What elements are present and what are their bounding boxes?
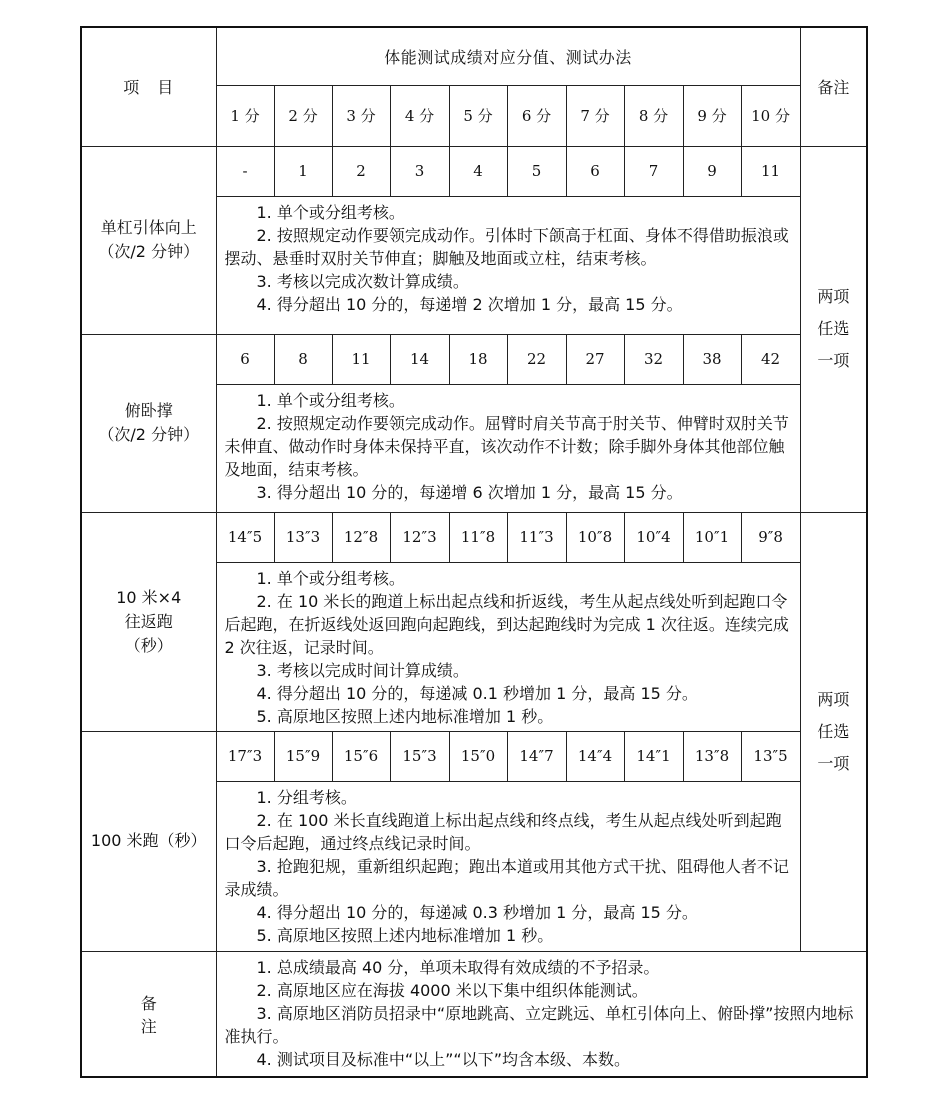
points-cell: 10 分 [741, 85, 800, 146]
sprint-score-row [81, 731, 867, 781]
rule-line: 2. 在 10 米长的跑道上标出起点线和折返线，考生从起点线处听到起跑口令后起跑，在折返线处返回跑向起跑线，到达起跑线时为完成 1 次往返。连续完成 2 次往返，记录时间。 [224, 591, 789, 657]
choice-note-line: 任选 [817, 319, 850, 338]
item-name-line: （次/2 分钟） [98, 242, 200, 261]
rule-line: 4. 得分超出 10 分的，每递增 2 次增加 1 分，最高 15 分。 [256, 294, 683, 314]
item-name-line: 俯卧撑 [124, 401, 173, 420]
rule-line: 1. 单个或分组考核。 [256, 390, 405, 410]
rule-line: 1. 单个或分组考核。 [256, 568, 405, 588]
footer-note-line: 1. 总成绩最高 40 分，单项未取得有效成绩的不予招录。 [256, 957, 660, 977]
rule-line: 4. 得分超出 10 分的，每递减 0.3 秒增加 1 分，最高 15 分。 [256, 902, 698, 922]
header-remark: 备注 [800, 27, 867, 146]
points-cell: 9 分 [683, 85, 741, 146]
footer-label: 备 注 [81, 951, 216, 1077]
points-cell: 1 分 [216, 85, 274, 146]
rule-line: 2. 按照规定动作要领完成动作。引体时下颌高于杠面、身体不得借助振浪或摆动、悬垂时双肘关节伸直；脚触及地面或立柱，结束考核。 [224, 225, 789, 268]
score-cell: 15″0 [449, 731, 507, 781]
score-cell: 14″4 [566, 731, 624, 781]
points-cell: 4 分 [390, 85, 449, 146]
footer-notes [216, 951, 867, 1077]
rule-line: 4. 得分超出 10 分的，每递减 0.1 秒增加 1 分，最高 15 分。 [256, 683, 698, 703]
choice-note-line: 一项 [817, 351, 850, 370]
item-pushup [81, 334, 216, 512]
points-cell: 7 分 [566, 85, 624, 146]
rule-line: 3. 考核以完成次数计算成绩。 [256, 271, 469, 291]
rule-line: 3. 得分超出 10 分的，每递增 6 次增加 1 分，最高 15 分。 [256, 482, 683, 502]
score-cell: 14″5 [216, 512, 274, 562]
score-cell: 10″1 [683, 512, 741, 562]
rule-line: 3. 抢跑犯规，重新组织起跑；跑出本道或用其他方式干扰、阻碍他人者不记录成绩。 [224, 856, 789, 899]
item-shuttle-run [81, 512, 216, 731]
score-cell: 5 [507, 146, 566, 196]
score-cell: 22 [507, 334, 566, 384]
footer-note-line: 4. 测试项目及标准中“以上”“以下”均含本级、本数。 [256, 1049, 631, 1069]
pushup-rules [216, 384, 800, 512]
score-cell: 11 [332, 334, 390, 384]
fitness-test-table [80, 26, 868, 1078]
item-pullup [81, 146, 216, 334]
score-cell: 38 [683, 334, 741, 384]
points-cell: 6 分 [507, 85, 566, 146]
score-cell: 13″3 [274, 512, 332, 562]
score-cell: 17″3 [216, 731, 274, 781]
score-cell: 3 [390, 146, 449, 196]
item-name-line: 往返跑 [124, 611, 173, 631]
rule-line: 2. 在 100 米长直线跑道上标出起点线和终点线，考生从起点线处听到起跑口令后起跑，通过终点线记录时间。 [224, 810, 782, 853]
header-title: 体能测试成绩对应分值、测试办法 [216, 27, 800, 85]
score-cell: 15″9 [274, 731, 332, 781]
footer-note-line: 2. 高原地区应在海拔 4000 米以下集中组织体能测试。 [256, 980, 648, 1000]
score-cell: 10″8 [566, 512, 624, 562]
score-cell: 11 [741, 146, 800, 196]
score-cell: 11″3 [507, 512, 566, 562]
choice-note-line: 一项 [817, 753, 850, 773]
score-cell: 4 [449, 146, 507, 196]
score-cell: 14″1 [624, 731, 683, 781]
score-cell: - [216, 146, 274, 196]
rule-line: 1. 单个或分组考核。 [256, 202, 405, 222]
footer-note-line: 3. 高原地区消防员招录中“原地跳高、立定跳远、单杠引体向上、俯卧撑”按照内地标准执行。 [224, 1003, 854, 1046]
points-cell: 3 分 [332, 85, 390, 146]
score-cell: 12″3 [390, 512, 449, 562]
score-cell: 11″8 [449, 512, 507, 562]
score-cell: 9 [683, 146, 741, 196]
score-cell: 15″3 [390, 731, 449, 781]
score-cell: 14″7 [507, 731, 566, 781]
pushup-score-row [81, 334, 867, 384]
rule-line: 3. 考核以完成时间计算成绩。 [256, 660, 469, 680]
score-cell: 15″6 [332, 731, 390, 781]
shuttle-score-row [81, 512, 867, 562]
score-cell: 32 [624, 334, 683, 384]
choice-note-line: 两项 [817, 287, 850, 306]
score-cell: 2 [332, 146, 390, 196]
item-name-line: （秒） [124, 635, 173, 655]
score-cell: 9″8 [741, 512, 800, 562]
pullup-score-row [81, 146, 867, 196]
score-cell: 10″4 [624, 512, 683, 562]
rule-line: 5. 高原地区按照上述内地标准增加 1 秒。 [256, 925, 554, 945]
pullup-rules [216, 196, 800, 334]
points-cell: 5 分 [449, 85, 507, 146]
item-name-line: 10 米×4 [116, 587, 182, 607]
item-name-line: 100 米跑（秒） [90, 831, 207, 850]
item-100m-run [81, 731, 216, 951]
rule-line: 2. 按照规定动作要领完成动作。屈臂时肩关节高于肘关节、伸臂时双肘关节未伸直、做动作时身体未保持平直，该次动作不计数；除手脚外身体其他部位触及地面，结束考核。 [224, 413, 789, 479]
score-cell: 1 [274, 146, 332, 196]
sprint-rules [216, 781, 800, 951]
choice-note-line: 两项 [817, 689, 850, 709]
score-cell: 13″5 [741, 731, 800, 781]
score-cell: 8 [274, 334, 332, 384]
score-cell: 18 [449, 334, 507, 384]
choice-note-line: 任选 [817, 721, 850, 741]
score-cell: 42 [741, 334, 800, 384]
choice-note-2 [800, 512, 867, 951]
header-project: 项 目 [81, 27, 216, 146]
score-cell: 6 [566, 146, 624, 196]
shuttle-rules [216, 562, 800, 731]
score-cell: 12″8 [332, 512, 390, 562]
score-cell: 13″8 [683, 731, 741, 781]
score-cell: 6 [216, 334, 274, 384]
item-name-line: 单杠引体向上 [100, 218, 197, 237]
item-name-line: （次/2 分钟） [98, 425, 200, 444]
points-cell: 8 分 [624, 85, 683, 146]
rule-line: 1. 分组考核。 [256, 787, 357, 807]
score-cell: 7 [624, 146, 683, 196]
rule-line: 5. 高原地区按照上述内地标准增加 1 秒。 [256, 706, 554, 726]
score-cell: 14 [390, 334, 449, 384]
points-cell: 2 分 [274, 85, 332, 146]
score-cell: 27 [566, 334, 624, 384]
choice-note-1 [800, 146, 867, 512]
